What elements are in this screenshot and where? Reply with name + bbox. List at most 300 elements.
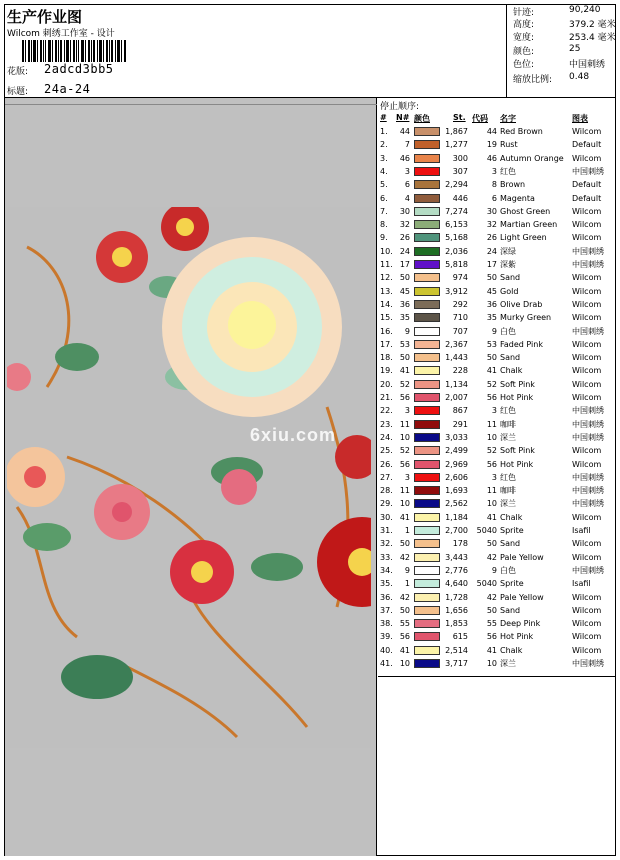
color-swatch <box>414 619 440 628</box>
thread-name: Chalk <box>500 512 523 522</box>
thread-code: 42 <box>486 552 497 562</box>
thread-name: Martian Green <box>500 220 558 230</box>
thread-chart: 中国刺绣 <box>572 166 604 176</box>
color-swatch <box>414 260 440 269</box>
thread-chart: Wilcom <box>572 206 602 216</box>
thread-code: 35 <box>486 313 497 323</box>
stop-index: 21. <box>380 393 393 402</box>
thread-chart: Wilcom <box>572 313 602 323</box>
color-swatch <box>414 499 440 508</box>
stitch-count: 707 <box>452 326 468 336</box>
thread-chart: Wilcom <box>572 552 602 562</box>
color-swatch <box>414 646 440 655</box>
thread-name: 咖啡 <box>500 486 516 496</box>
color-swatch <box>414 127 440 136</box>
stop-index: 2. <box>380 140 388 150</box>
thread-code: 6 <box>491 193 497 203</box>
stitch-count: 2,700 <box>445 526 468 535</box>
color-stop-row <box>378 218 616 231</box>
thread-name: Light Green <box>500 233 547 243</box>
color-stop-row <box>378 271 616 284</box>
design-label: 花版: <box>7 67 29 77</box>
thread-chart: Default <box>572 193 602 203</box>
needle-number: 50 <box>399 353 410 363</box>
thread-code: 55 <box>486 619 497 629</box>
color-stop-row <box>378 497 616 510</box>
needle-number: 7 <box>404 140 410 150</box>
thread-code: 50 <box>486 605 497 615</box>
thread-code: 42 <box>486 592 497 602</box>
stop-index: 32. <box>380 539 393 549</box>
stop-index: 18. <box>380 353 393 363</box>
thread-code: 10 <box>486 659 497 668</box>
thread-chart: 中国刺绣 <box>572 419 604 429</box>
color-stop-row <box>378 458 616 471</box>
thread-name: Brown <box>500 180 526 190</box>
thread-code: 50 <box>486 273 497 283</box>
color-stop-row <box>378 511 616 524</box>
thread-name: 白色 <box>500 326 516 336</box>
color-stop-row <box>378 484 616 497</box>
thread-name: 红色 <box>500 166 516 176</box>
color-stop-row <box>378 617 616 630</box>
stitch-count: 178 <box>452 539 468 549</box>
color-stop-row <box>378 351 616 364</box>
color-swatch <box>414 393 440 402</box>
needle-number: 56 <box>399 393 410 402</box>
thread-code: 41 <box>486 512 497 522</box>
thread-chart: Wilcom <box>572 286 602 296</box>
thread-name: 深兰 <box>500 432 516 442</box>
spec-colors: 颜色: 25 <box>513 44 581 57</box>
spec-width: 宽度: 253.4 毫米 <box>513 33 616 43</box>
color-swatch <box>414 526 440 535</box>
stitch-count: 228 <box>452 366 468 376</box>
thread-chart: 中国刺绣 <box>572 326 604 336</box>
needle-number: 42 <box>399 592 410 602</box>
thread-code: 44 <box>486 127 497 136</box>
color-stop-row <box>378 298 616 311</box>
stop-index: 27. <box>380 472 393 482</box>
thread-name: Sprite <box>500 526 524 535</box>
thread-name: Ghost Green <box>500 206 551 216</box>
stop-index: 10. <box>380 246 393 256</box>
thread-name: Rust <box>500 140 518 150</box>
stitch-count: 867 <box>452 406 468 416</box>
color-stop-row <box>378 564 616 577</box>
thread-code: 5040 <box>476 526 497 535</box>
stop-index: 24. <box>380 432 393 442</box>
color-stop-row <box>378 152 616 165</box>
color-stop-row <box>378 165 616 178</box>
stop-sequence-panel <box>378 98 616 677</box>
col-header-name: 名字 <box>500 114 516 123</box>
thread-name: Gold <box>500 286 519 296</box>
thread-name: 深绿 <box>500 246 516 256</box>
color-stop-row <box>378 657 616 670</box>
stitch-count: 300 <box>452 153 468 163</box>
thread-chart: Default <box>572 180 602 190</box>
needle-number: 56 <box>399 459 410 469</box>
thread-chart: Wilcom <box>572 273 602 283</box>
color-stop-row <box>378 125 616 138</box>
thread-chart: Wilcom <box>572 353 602 363</box>
stitch-count: 5,168 <box>445 233 468 243</box>
color-swatch <box>414 380 440 389</box>
thread-code: 53 <box>486 339 497 349</box>
stop-index: 17. <box>380 339 393 349</box>
thread-chart: Isafil <box>572 579 591 589</box>
thread-chart: Wilcom <box>572 512 602 522</box>
thread-chart: Wilcom <box>572 605 602 615</box>
stitch-count: 3,443 <box>445 552 468 562</box>
thread-code: 41 <box>486 366 497 376</box>
thread-chart: 中国刺绣 <box>572 499 604 509</box>
stitch-count: 1,134 <box>445 379 468 389</box>
stop-index: 1. <box>380 127 388 136</box>
stitch-count: 292 <box>452 299 468 309</box>
stitch-count: 1,184 <box>445 512 468 522</box>
thread-name: Sand <box>500 273 521 283</box>
thread-name: Soft Pink <box>500 446 535 456</box>
thread-chart: Default <box>572 140 602 150</box>
thread-code: 56 <box>486 393 497 402</box>
stop-index: 7. <box>380 206 388 216</box>
thread-chart: Wilcom <box>572 539 602 549</box>
color-swatch <box>414 353 440 362</box>
thread-chart: 中国刺绣 <box>572 260 604 269</box>
thread-code: 41 <box>486 645 497 655</box>
spec-height: 高度: 379.2 毫米 <box>513 20 616 30</box>
thread-name: 红色 <box>500 472 516 482</box>
stop-sequence-title: 停止顺序: <box>380 102 420 112</box>
header-info <box>4 4 507 97</box>
color-stop-row <box>378 604 616 617</box>
thread-chart: Wilcom <box>572 592 602 602</box>
stitch-count: 4,640 <box>445 579 468 589</box>
thread-name: Hot Pink <box>500 632 534 642</box>
color-swatch <box>414 420 440 429</box>
stitch-count: 2,514 <box>445 645 468 655</box>
needle-number: 50 <box>399 605 410 615</box>
color-swatch <box>414 273 440 282</box>
needle-number: 9 <box>404 565 410 575</box>
thread-name: 白色 <box>500 565 516 575</box>
stop-index: 31. <box>380 526 393 535</box>
thread-chart: Isafil <box>572 526 591 535</box>
spec-colorway: 色位: 中国刺绣 <box>513 60 606 70</box>
color-stop-row <box>378 551 616 564</box>
stitch-count: 2,969 <box>445 459 468 469</box>
thread-code: 24 <box>486 246 497 256</box>
stitch-count: 1,853 <box>445 619 468 629</box>
thread-name: Magenta <box>500 193 535 203</box>
stitch-count: 2,499 <box>445 446 468 456</box>
thread-code: 50 <box>486 539 497 549</box>
color-stop-row <box>378 138 616 151</box>
color-swatch <box>414 167 440 176</box>
stitch-count: 1,277 <box>445 140 468 150</box>
page-title: 生产作业图 <box>7 8 83 26</box>
thread-code: 56 <box>486 632 497 642</box>
stitch-count: 2,007 <box>445 393 468 402</box>
thread-code: 52 <box>486 379 497 389</box>
needle-number: 53 <box>399 339 410 349</box>
color-swatch <box>414 140 440 149</box>
stop-index: 11. <box>380 260 393 269</box>
caption-value: 24a-24 <box>44 82 91 96</box>
stitch-count: 615 <box>452 632 468 642</box>
needle-number: 50 <box>399 539 410 549</box>
thread-code: 50 <box>486 353 497 363</box>
thread-chart: Wilcom <box>572 366 602 376</box>
color-swatch <box>414 327 440 336</box>
thread-chart: 中国刺绣 <box>572 406 604 416</box>
thread-code: 10 <box>486 499 497 509</box>
thread-code: 30 <box>486 206 497 216</box>
color-swatch <box>414 366 440 375</box>
thread-name: 深紫 <box>500 260 516 269</box>
color-stop-row <box>378 258 616 271</box>
color-stop-row <box>378 444 616 457</box>
stop-index: 41. <box>380 659 393 668</box>
stop-index: 3. <box>380 153 388 163</box>
needle-number: 9 <box>404 326 410 336</box>
color-swatch <box>414 553 440 562</box>
needle-number: 50 <box>399 273 410 283</box>
color-swatch <box>414 207 440 216</box>
color-swatch <box>414 659 440 668</box>
thread-name: Chalk <box>500 645 523 655</box>
stop-index: 25. <box>380 446 393 456</box>
stop-index: 28. <box>380 486 393 496</box>
preview-top-strip <box>5 98 377 105</box>
thread-name: Chalk <box>500 366 523 376</box>
thread-name: Murky Green <box>500 313 552 323</box>
color-swatch <box>414 300 440 309</box>
needle-number: 26 <box>399 233 410 243</box>
thread-code: 17 <box>486 260 497 269</box>
stop-index: 40. <box>380 645 393 655</box>
stop-index: 33. <box>380 552 393 562</box>
color-stop-row <box>378 338 616 351</box>
stitch-count: 3,033 <box>445 432 468 442</box>
color-stop-row <box>378 431 616 444</box>
color-stop-row <box>378 644 616 657</box>
thread-name: Sand <box>500 605 521 615</box>
needle-number: 30 <box>399 206 410 216</box>
thread-chart: Wilcom <box>572 446 602 456</box>
thread-chart: Wilcom <box>572 393 602 402</box>
color-stop-row <box>378 471 616 484</box>
needle-number: 52 <box>399 446 410 456</box>
thread-chart: 中国刺绣 <box>572 659 604 668</box>
color-swatch <box>414 579 440 588</box>
stop-index: 16. <box>380 326 393 336</box>
stop-index: 38. <box>380 619 393 629</box>
color-swatch <box>414 287 440 296</box>
col-header-chart: 图表 <box>572 114 588 123</box>
thread-code: 56 <box>486 459 497 469</box>
color-swatch <box>414 632 440 641</box>
worksheet-header <box>4 4 616 98</box>
needle-number: 3 <box>404 406 410 416</box>
needle-number: 4 <box>404 193 410 203</box>
thread-code: 9 <box>491 565 497 575</box>
needle-number: 44 <box>399 127 410 136</box>
thread-code: 3 <box>491 166 497 176</box>
needle-number: 55 <box>399 619 410 629</box>
stitch-count: 446 <box>452 193 468 203</box>
thread-name: Olive Drab <box>500 299 543 309</box>
color-stop-row <box>378 418 616 431</box>
thread-code: 36 <box>486 299 497 309</box>
stitch-count: 1,867 <box>445 127 468 136</box>
thread-code: 9 <box>491 326 497 336</box>
color-swatch <box>414 154 440 163</box>
color-stop-row <box>378 325 616 338</box>
col-header-code: 代码 <box>472 114 488 123</box>
thread-code: 11 <box>486 419 497 429</box>
stop-index: 34. <box>380 565 393 575</box>
stop-index: 35. <box>380 579 393 589</box>
needle-number: 46 <box>399 153 410 163</box>
color-stop-row <box>378 524 616 537</box>
thread-name: 深兰 <box>500 499 516 509</box>
stop-index: 14. <box>380 299 393 309</box>
needle-number: 10 <box>399 499 410 509</box>
thread-chart: Wilcom <box>572 220 602 230</box>
thread-chart: Wilcom <box>572 233 602 243</box>
color-swatch <box>414 340 440 349</box>
color-stop-row <box>378 364 616 377</box>
design-specs <box>509 4 616 97</box>
thread-chart: Wilcom <box>572 299 602 309</box>
thread-chart: Wilcom <box>572 127 602 136</box>
thread-name: Deep Pink <box>500 619 541 629</box>
color-stop-row <box>378 178 616 191</box>
stop-index: 6. <box>380 193 388 203</box>
color-stop-row <box>378 591 616 604</box>
stitch-count: 2,294 <box>445 180 468 190</box>
thread-name: Red Brown <box>500 127 543 136</box>
stitch-count: 3,717 <box>445 659 468 668</box>
color-swatch <box>414 220 440 229</box>
needle-number: 56 <box>399 632 410 642</box>
stitch-count: 1,656 <box>445 605 468 615</box>
stitch-count: 2,776 <box>445 565 468 575</box>
needle-number: 6 <box>404 180 410 190</box>
stop-index: 12. <box>380 273 393 283</box>
thread-name: Pale Yellow <box>500 592 544 602</box>
barcode-icon <box>22 40 126 62</box>
thread-name: Faded Pink <box>500 339 543 349</box>
stop-index: 37. <box>380 605 393 615</box>
spec-scale: 缩放比例: 0.48 <box>513 72 590 85</box>
needle-number: 3 <box>404 472 410 482</box>
color-stop-row <box>378 231 616 244</box>
thread-chart: 中国刺绣 <box>572 246 604 256</box>
color-stop-row <box>378 378 616 391</box>
page-subtitle: Wilcom 刺绣工作室 - 设计 <box>7 29 115 39</box>
stop-index: 13. <box>380 286 393 296</box>
thread-code: 19 <box>486 140 497 150</box>
stop-index: 5. <box>380 180 388 190</box>
color-swatch <box>414 593 440 602</box>
thread-code: 45 <box>486 286 497 296</box>
needle-number: 1 <box>404 579 410 589</box>
color-swatch <box>414 513 440 522</box>
needle-number: 36 <box>399 299 410 309</box>
color-swatch <box>414 194 440 203</box>
thread-name: Hot Pink <box>500 393 534 402</box>
thread-code: 26 <box>486 233 497 243</box>
needle-number: 10 <box>399 432 410 442</box>
needle-number: 45 <box>399 286 410 296</box>
thread-code: 32 <box>486 220 497 230</box>
thread-name: Autumn Orange <box>500 153 564 163</box>
color-swatch <box>414 460 440 469</box>
needle-number: 32 <box>399 220 410 230</box>
needle-number: 11 <box>399 419 410 429</box>
needle-number: 11 <box>399 486 410 496</box>
thread-name: Hot Pink <box>500 459 534 469</box>
thread-code: 3 <box>491 472 497 482</box>
design-preview <box>5 98 377 856</box>
color-stop-row <box>378 404 616 417</box>
thread-name: Sand <box>500 353 521 363</box>
thread-chart: 中国刺绣 <box>572 432 604 442</box>
thread-name: 咖啡 <box>500 419 516 429</box>
thread-code: 11 <box>486 486 497 496</box>
stop-index: 22. <box>380 406 393 416</box>
design-id: 2adcd3bb5 <box>44 62 114 76</box>
stop-index: 26. <box>380 459 393 469</box>
color-stop-row <box>378 537 616 550</box>
stop-index: 23. <box>380 419 393 429</box>
stitch-count: 974 <box>452 273 468 283</box>
stop-index: 8. <box>380 220 388 230</box>
stop-index: 20. <box>380 379 393 389</box>
watermark-text: 6xiu.com <box>250 425 337 445</box>
col-header-stitches: St. <box>453 113 466 122</box>
stitch-count: 3,912 <box>445 286 468 296</box>
stop-index: 9. <box>380 233 388 243</box>
needle-number: 17 <box>399 260 410 269</box>
stop-index: 15. <box>380 313 393 323</box>
thread-code: 5040 <box>476 579 497 589</box>
color-swatch <box>414 566 440 575</box>
thread-name: Sand <box>500 539 521 549</box>
color-swatch <box>414 486 440 495</box>
color-stop-row <box>378 630 616 643</box>
thread-code: 10 <box>486 432 497 442</box>
needle-number: 3 <box>404 166 410 176</box>
needle-number: 10 <box>399 659 410 668</box>
thread-chart: Wilcom <box>572 645 602 655</box>
color-stop-row <box>378 192 616 205</box>
embroidery-design-image <box>7 207 371 748</box>
stitch-count: 1,693 <box>445 486 468 496</box>
stop-index: 30. <box>380 512 393 522</box>
stitch-count: 5,818 <box>445 260 468 269</box>
thread-chart: Wilcom <box>572 459 602 469</box>
color-swatch <box>414 233 440 242</box>
needle-number: 41 <box>399 645 410 655</box>
col-header-index: # <box>380 113 387 122</box>
thread-code: 52 <box>486 446 497 456</box>
stitch-count: 291 <box>452 419 468 429</box>
